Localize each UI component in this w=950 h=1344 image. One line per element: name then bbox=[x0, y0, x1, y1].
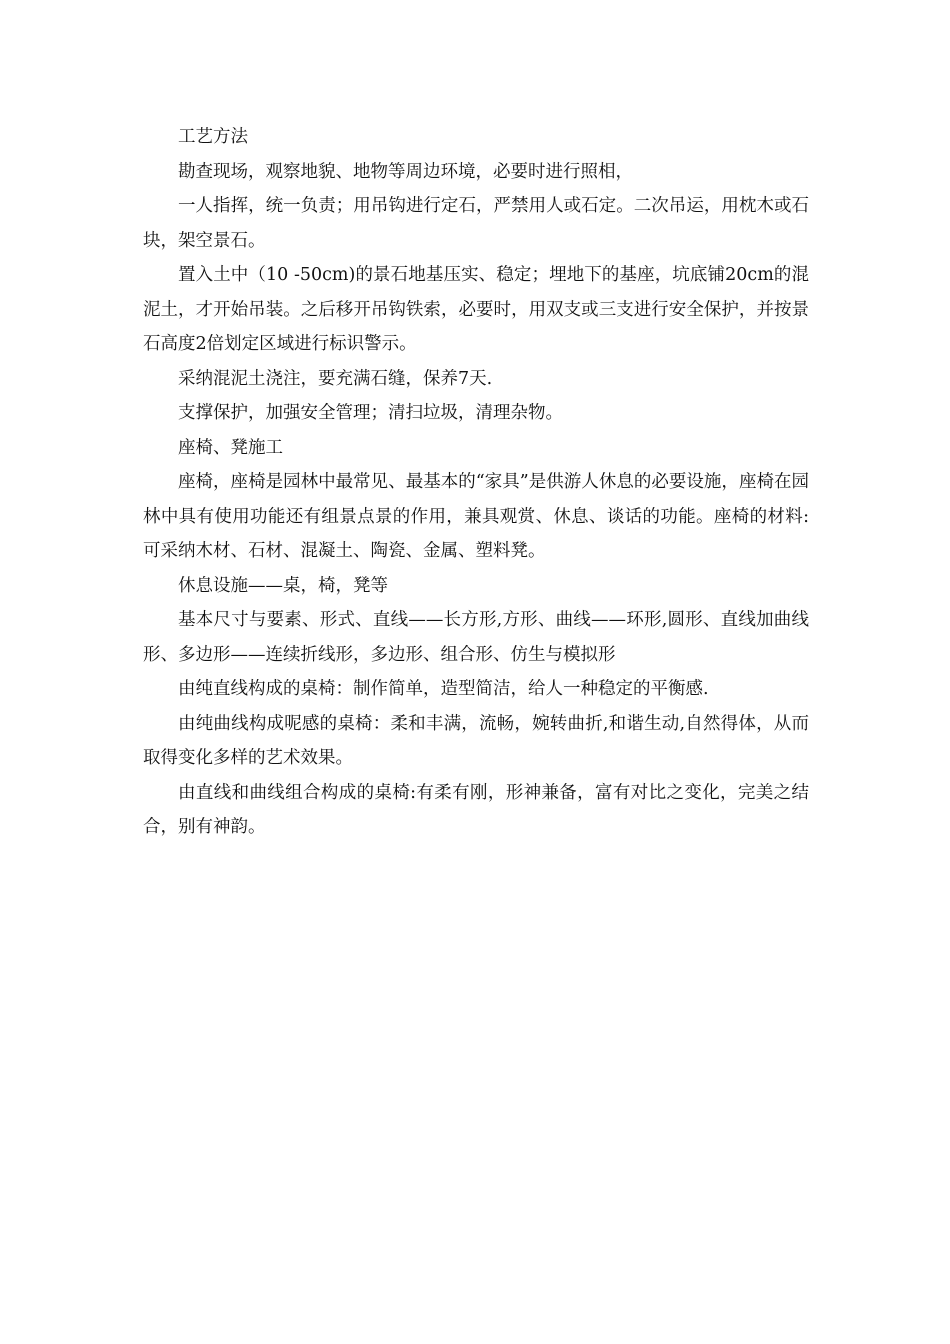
paragraph-straight-line-chairs: 由纯直线构成的桌椅：制作简单，造型简洁，给人一种稳定的平衡感. bbox=[178, 679, 709, 699]
paragraph-support-protection: 支撑保护，加强安全管理；清扫垃圾，清理杂物。 bbox=[178, 403, 563, 423]
heading-process-method: 工艺方法 bbox=[178, 127, 248, 147]
paragraph-seat-description: 座椅，座椅是园林中最常见、最基本的“家具”是供游人休息的必要设施，座椅在园林中具有使用功能还有组景点景的作用，兼具观赏、休息、谈话的功能。座椅的材料:可采纳木材、石材、混凝土、陶瓷、金属、塑料凳。 bbox=[143, 472, 809, 561]
paragraph-foundation: 置入土中（10 -50cm)的景石地基压实、稳定；埋地下的基座，坑底铺20cm的混泥土，才开始吊装。之后移开吊钩铁索，必要时，用双支或三支进行安全保护，并按景石高度2倍划定区域进行标识警示。 bbox=[143, 265, 809, 354]
paragraph-combined-chairs: 由直线和曲线组合构成的桌椅:有柔有刚，形神兼备，富有对比之变化，完美之结合，别有神韵。 bbox=[143, 782, 809, 837]
paragraph-curved-chairs: 由纯曲线构成呢感的桌椅：柔和丰满，流畅，婉转曲折,和谐生动,自然得体，从而取得变化多样的艺术效果。 bbox=[143, 713, 809, 768]
paragraph-site-survey: 勘查现场，观察地貌、地物等周边环境，必要时进行照相， bbox=[178, 161, 633, 182]
document-body bbox=[143, 120, 809, 845]
paragraph-concrete-pouring: 采纳混泥土浇注，要充满石缝，保养7天. bbox=[178, 368, 493, 389]
paragraph-lifting-command: 一人指挥，统一负责；用吊钩进行定石，严禁用人或石定。二次吊运，用枕木或石块，架空景石。 bbox=[143, 196, 809, 251]
paragraph-basic-dimensions: 基本尺寸与要素、形式、直线——长方形,方形、曲线——环形,圆形、直线加曲线形、多边形——连续折线形，多边形、组合形、仿生与模拟形 bbox=[143, 610, 809, 665]
heading-rest-facilities: 休息设施——桌，椅，凳等 bbox=[178, 575, 388, 596]
heading-seat-construction: 座椅、凳施工 bbox=[178, 437, 283, 458]
